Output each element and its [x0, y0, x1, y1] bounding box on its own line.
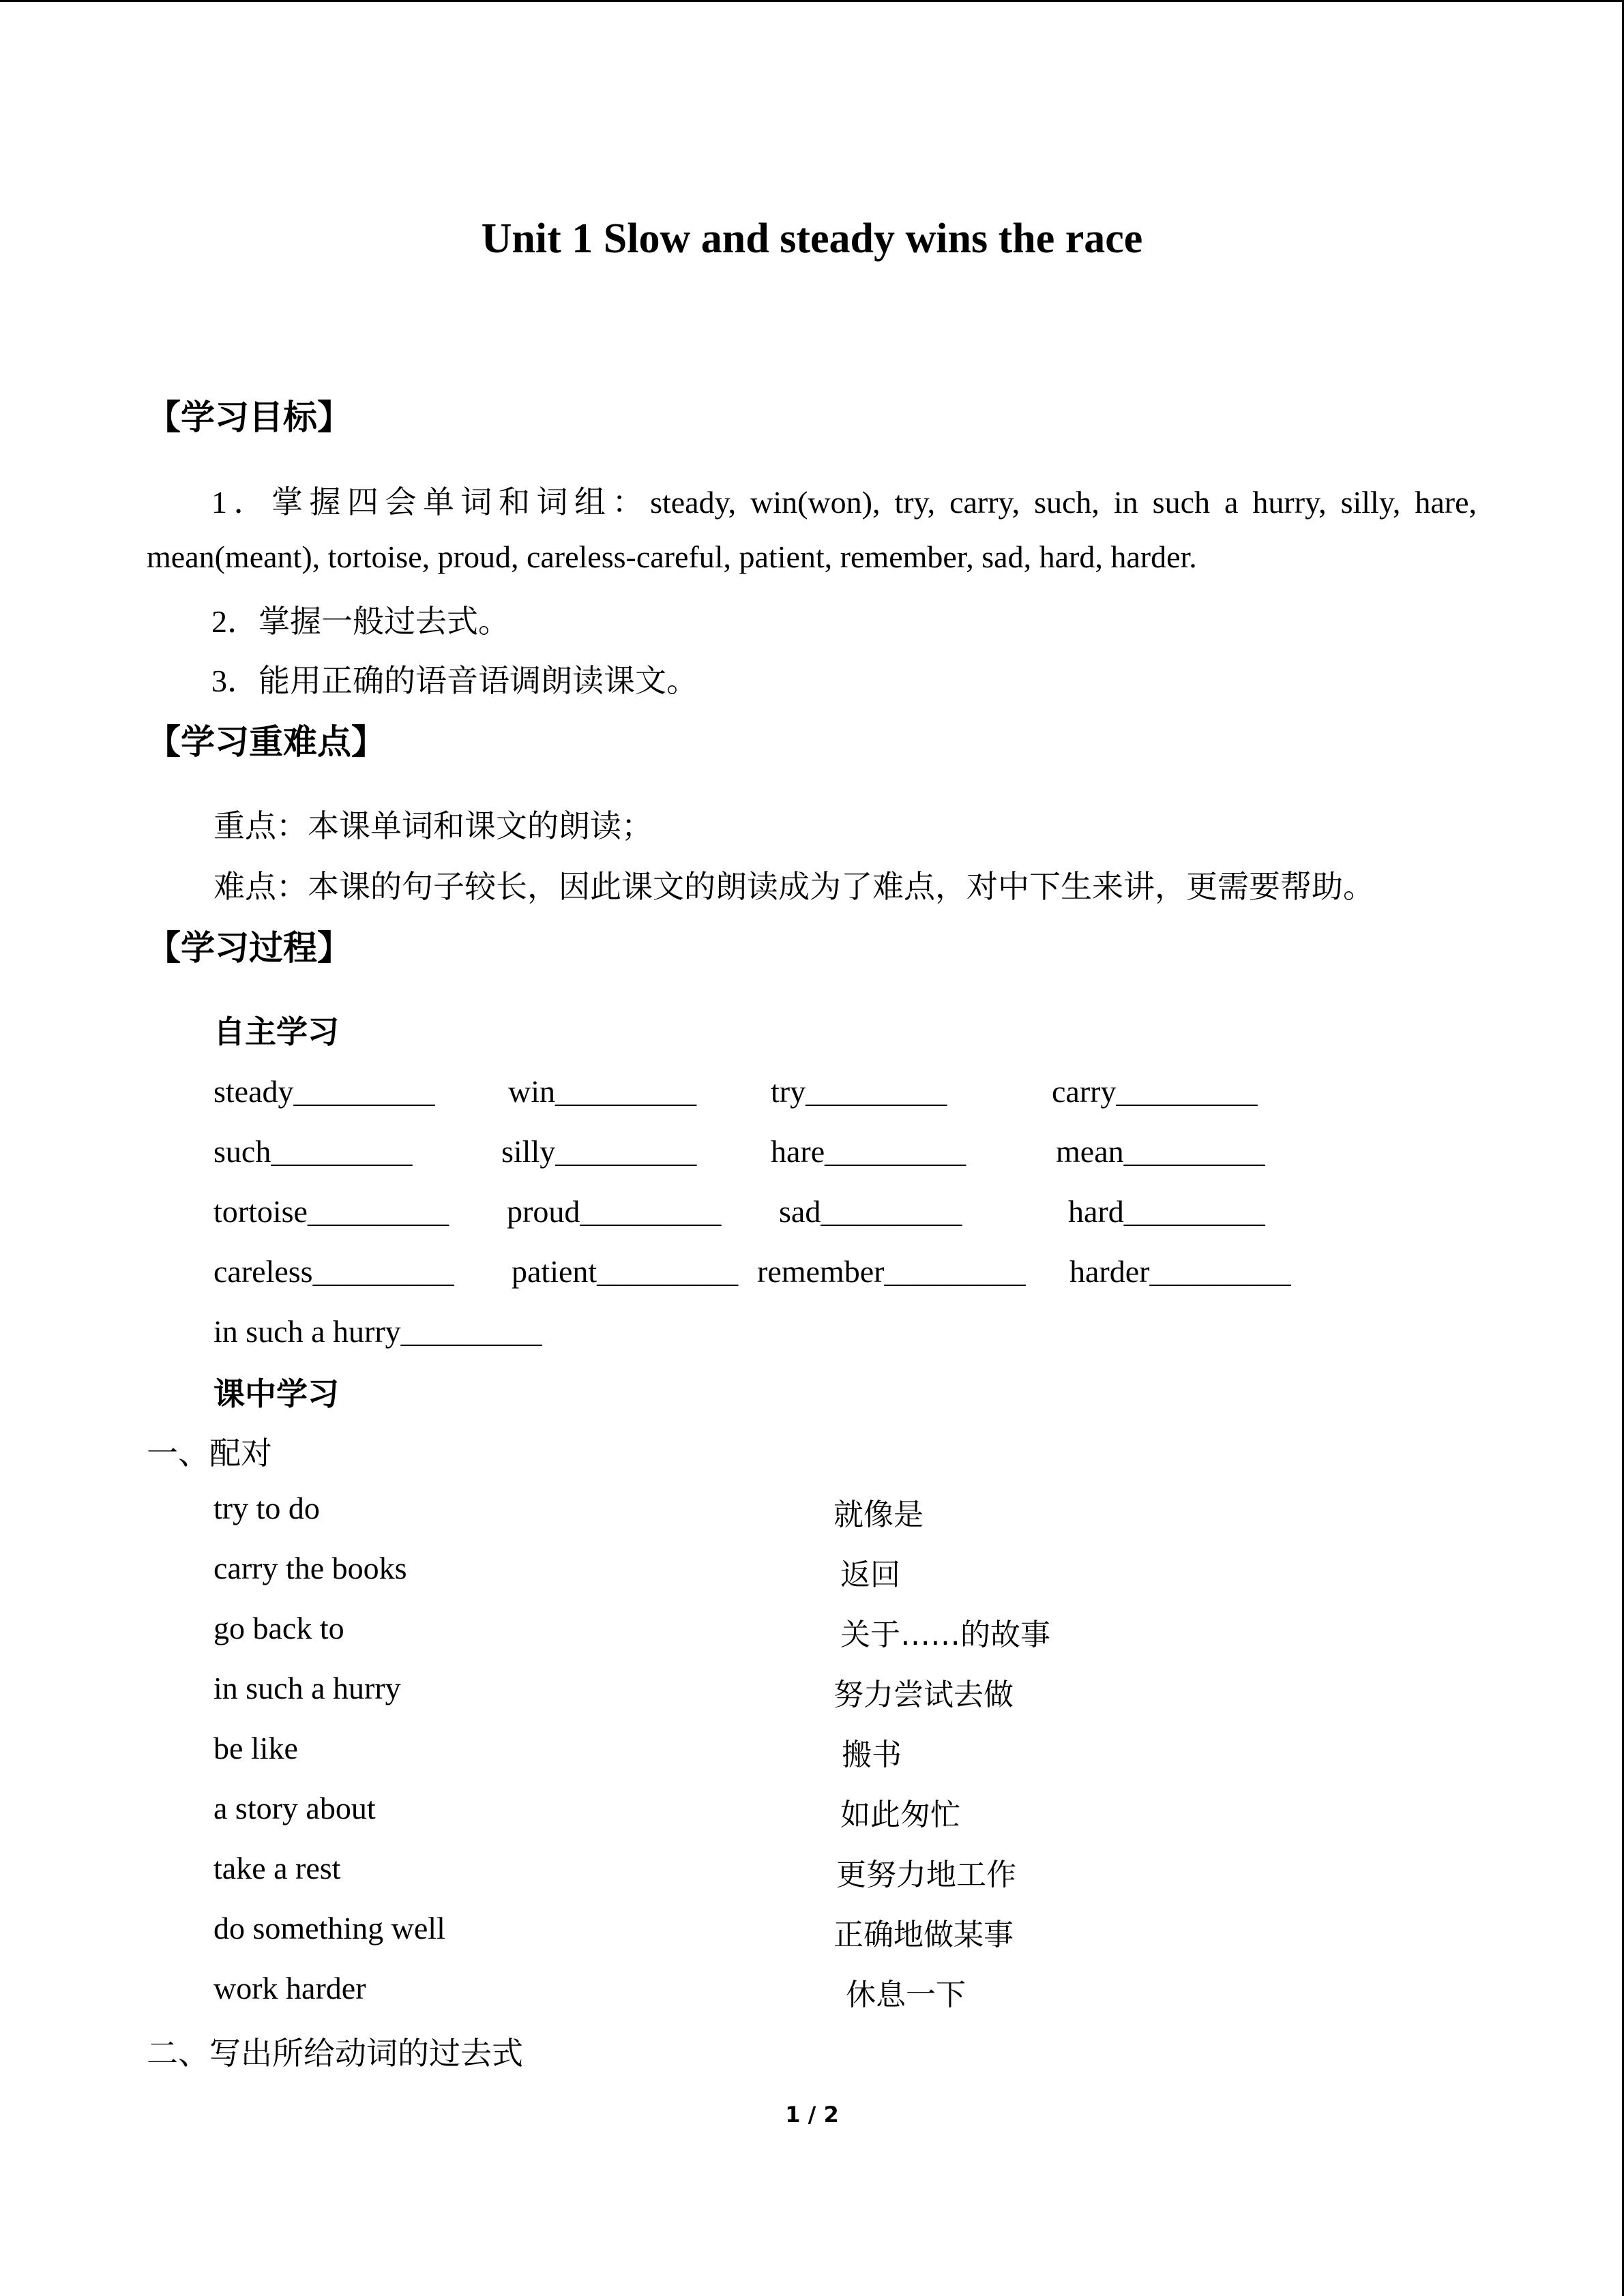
part-2-title: 二、写出所给动词的过去式 — [147, 2036, 523, 2071]
process-heading: 【学习过程】 — [147, 928, 351, 968]
vocab-item: proud_________ — [507, 1194, 722, 1229]
vocab-item: tortoise_________ — [213, 1194, 449, 1229]
self-study-subheading: 自主学习 — [213, 1013, 339, 1050]
match-left-item: take a rest — [213, 1851, 341, 1885]
match-right-item: 努力尝试去做 — [833, 1678, 1014, 1712]
goals-item-1-line-2: mean(meant), tortoise, proud, careless-careful, patient, remember, sad, hard, harder. — [147, 539, 1197, 574]
vocab-item: remember_________ — [757, 1254, 1026, 1289]
match-right-item: 正确地做某事 — [833, 1918, 1014, 1952]
match-right-item: 就像是 — [833, 1497, 924, 1532]
vocab-item: hard_________ — [1068, 1194, 1265, 1229]
match-right-item: 休息一下 — [846, 1978, 966, 2012]
vocab-item: hare_________ — [771, 1134, 966, 1169]
match-left-item: in such a hurry — [213, 1671, 401, 1705]
document-title: Unit 1 Slow and steady wins the race — [481, 215, 1143, 262]
match-right-item: 关于……的故事 — [840, 1617, 1050, 1652]
match-left-item: carry the books — [213, 1551, 407, 1585]
vocab-item: win_________ — [508, 1074, 696, 1109]
vocab-item: steady_________ — [213, 1074, 435, 1109]
page-border-top — [0, 0, 1624, 2]
match-right-item: 更努力地工作 — [836, 1858, 1016, 1892]
match-left-item: work harder — [213, 1971, 366, 2006]
match-left-item: be like — [213, 1731, 298, 1765]
vocab-item: patient_________ — [512, 1254, 739, 1289]
goals-item-1-text: 1．掌握四会单词和词组：steady, win(won), try, carry, such, in such a hurry, silly, hare, — [211, 485, 1477, 520]
match-right-item: 搬书 — [842, 1738, 902, 1772]
vocab-item: careless_________ — [213, 1254, 454, 1289]
vocab-item: silly_________ — [501, 1134, 697, 1169]
goals-item-2: 2．掌握一般过去式。 — [211, 604, 510, 639]
goals-heading: 【学习目标】 — [147, 398, 351, 437]
goals-item-1-line-1 — [147, 477, 1477, 522]
in-class-subheading: 课中学习 — [213, 1375, 339, 1412]
vocab-item: mean_________ — [1056, 1134, 1265, 1169]
vocab-item-last: in such a hurry_________ — [213, 1314, 542, 1349]
vocab-item: try_________ — [771, 1074, 947, 1109]
key-points-difficulty: 难点：本课的句子较长，因此课文的朗读成为了难点，对中下生来讲，更需要帮助。 — [213, 869, 1374, 904]
key-points-focus: 重点：本课单词和课文的朗读； — [213, 809, 653, 844]
vocab-item: such_________ — [213, 1134, 413, 1169]
match-right-item: 如此匆忙 — [840, 1798, 960, 1832]
page-number: 1 / 2 — [785, 2102, 839, 2128]
key-points-heading: 【学习重难点】 — [147, 722, 385, 762]
match-left-item: try to do — [213, 1491, 320, 1525]
vocab-item: carry_________ — [1052, 1074, 1258, 1109]
match-left-item: go back to — [213, 1611, 344, 1645]
match-left-item: do something well — [213, 1911, 445, 1945]
match-right-item: 返回 — [840, 1557, 900, 1592]
vocab-item: harder_________ — [1069, 1254, 1291, 1289]
vocab-item: sad_________ — [779, 1194, 962, 1229]
part-1-title: 一、配对 — [147, 1436, 272, 1471]
goals-item-3: 3．能用正确的语音语调朗读课文。 — [211, 664, 698, 698]
match-left-item: a story about — [213, 1791, 376, 1825]
